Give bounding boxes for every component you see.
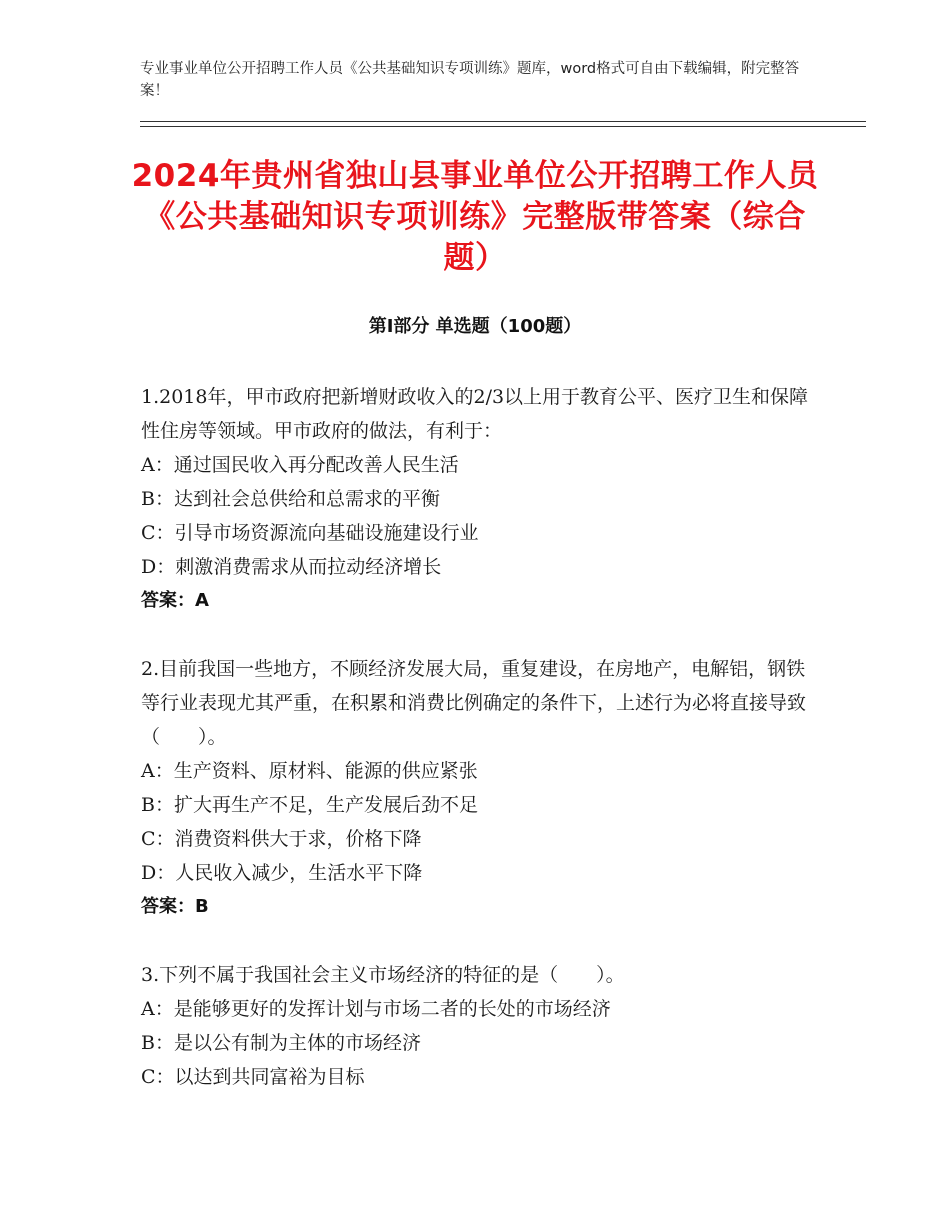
document-title: 2024年贵州省独山县事业单位公开招聘工作人员《公共基础知识专项训练》完整版带答案（综合题） [131,158,819,276]
option-c: C：引导市场资源流向基础设施建设行业 [141,522,479,544]
question-stem: 2.目前我国一些地方，不顾经济发展大局，重复建设，在房地产，电解铝，钢铁等行业表现尤其严重，在积累和消费比例确定的条件下，上述行为必将直接导致（ ）。 [141,658,807,748]
answer-label: 答案：A [141,590,209,611]
option-b: B：是以公有制为主体的市场经济 [141,1032,421,1054]
question-spacer [141,924,811,958]
question-2 [141,652,811,924]
question-stem: 3.下列不属于我国社会主义市场经济的特征的是（ ）。 [141,964,625,986]
question-3 [141,958,811,1094]
option-a: A：通过国民收入再分配改善人民生活 [141,454,459,476]
section-title: 第Ⅰ部分 单选题（100题） [368,316,582,337]
option-b: B：达到社会总供给和总需求的平衡 [141,488,440,510]
header-divider [140,121,866,127]
option-a: A：生产资料、原材料、能源的供应紧张 [141,760,478,782]
option-d: D：刺激消费需求从而拉动经济增长 [141,556,442,578]
option-d: D：人民收入减少，生活水平下降 [141,862,423,884]
question-stem: 1.2018年，甲市政府把新增财政收入的2/3以上用于教育公平、医疗卫生和保障性住房等领域。甲市政府的做法，有利于： [141,386,809,442]
question-list [141,380,811,1094]
option-a: A：是能够更好的发挥计划与市场二者的长处的市场经济 [141,998,611,1020]
question-spacer [141,618,811,652]
question-1 [141,380,811,618]
option-b: B：扩大再生产不足，生产发展后劲不足 [141,794,478,816]
option-c: C：消费资料供大于求，价格下降 [141,828,422,850]
header-note: 专业事业单位公开招聘工作人员《公共基础知识专项训练》题库，word格式可自由下载编辑，附完整答案！ [140,61,800,99]
answer-label: 答案：B [141,896,209,917]
option-c: C：以达到共同富裕为目标 [141,1066,365,1088]
